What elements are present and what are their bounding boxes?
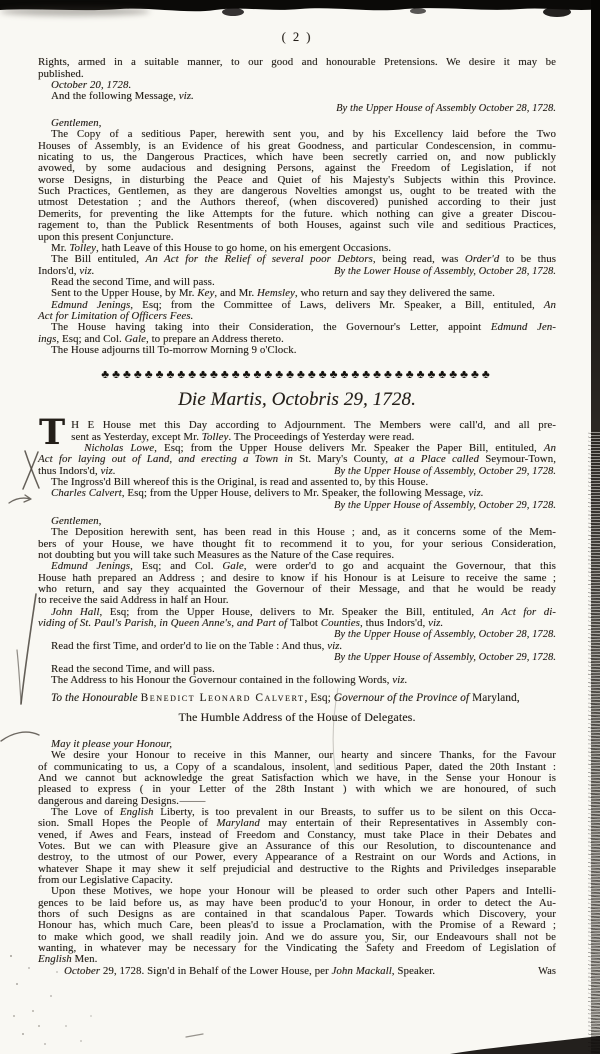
- text-segment: at a Place called: [394, 453, 486, 466]
- text-segment: ⸻: [178, 794, 206, 807]
- text-segment: Read the first Time, and order'd to lie on the Table : And thus,: [51, 639, 328, 652]
- text-segment: who return, and say they acquainted the Governour of their Message, and that he would be ready: [38, 583, 556, 596]
- x-mark: [23, 452, 38, 489]
- text-segment: Liberty, is too prevalent in our Breasts, to suffer us to be silent on this Occa-: [153, 805, 557, 818]
- text-segment: sion. Small Hopes the People of: [38, 817, 217, 830]
- text-segment: An: [543, 298, 556, 311]
- text-segment: published.: [38, 67, 84, 80]
- text-segment: By the Upper House of Assembly, October 29, 1728.: [333, 499, 556, 511]
- text-segment: Gale: [124, 332, 146, 345]
- text-segment: We desire your Honour to receive in this Manner, our hearty and sincere Thanks, for the Favour: [51, 749, 556, 762]
- text-segment: Nicholas Lowe: [84, 441, 155, 454]
- text-line: [38, 618, 556, 629]
- text-segment: 29, 1728. Sign'd in Behalf of the Lower House, per: [102, 964, 332, 977]
- arrow-mark: [9, 495, 31, 503]
- scan-edge-right-speckle: [588, 430, 600, 1054]
- text-line: [38, 57, 556, 68]
- text-segment: sent as Yesterday, except Mr.: [71, 430, 202, 443]
- text-segment: An: [543, 441, 556, 454]
- right-note: [538, 966, 556, 977]
- text-segment: Sent to the Upper House, by Mr.: [51, 287, 198, 300]
- text-segment: Read the second Time, and will pass.: [51, 662, 215, 675]
- attribution-line: [38, 500, 556, 511]
- text-segment: St. Mary's County,: [299, 453, 395, 466]
- text-segment: viz.: [79, 264, 95, 277]
- text-segment: Maryland: [216, 817, 260, 830]
- text-segment: worse Designs, in disturbing the Peace and Quiet of his Majesty's Subjects within this Province.: [38, 173, 556, 186]
- drop-cap-letter: T: [39, 412, 66, 454]
- text-segment: wanting, in whatever may be necessary for the Vindicating the Safety and Freedom of Legislation of: [38, 942, 556, 955]
- text-segment: . The Proceedings of Yesterday were read.: [228, 430, 415, 443]
- text-segment: Honour has, which much Care, been pleas'd to issue a Proclamation, with the Promise of a Reward ;: [38, 919, 556, 932]
- page-number: [38, 32, 556, 43]
- text-segment: English: [119, 805, 154, 818]
- text-segment: , hath Leave of this House to go home, on his emergent Occasions.: [96, 241, 392, 254]
- text-segment: And the following Message,: [51, 90, 179, 103]
- text-segment: Charles Calvert: [51, 487, 122, 500]
- text-segment: Edmund Jenings: [51, 298, 131, 311]
- text-segment: being read, was: [375, 253, 465, 266]
- text-segment: By the Lower House of Assembly, October 28, 1728.: [333, 265, 556, 277]
- text-segment: By the Upper House of Assembly, October 28, 1728.: [333, 629, 556, 641]
- text-segment: bers of your House, we have thought fit to recommend it to you, for your serious Consideration,: [38, 537, 556, 550]
- text-segment: October 20, 1728.: [51, 79, 132, 92]
- text-segment: viz.: [468, 487, 484, 500]
- text-segment: , were order'd to go and acquaint the Governour, that this: [243, 560, 556, 573]
- text-segment: Gale: [222, 560, 244, 573]
- text-segment: The Copy of a seditious Paper, herewith sent you, and by his Excellency laid before the Two: [51, 128, 556, 141]
- text-line: [38, 91, 556, 102]
- text-segment: , Esq; and Col.: [130, 560, 223, 573]
- text-segment: gences to be laid before us, as may have been produc'd to your Honour, in order to detect the Au-: [38, 896, 556, 909]
- text-segment: Votes. But we can with Pleasure give an Assurance of this our Resolution, to discountenance and: [38, 839, 556, 852]
- text-segment: Benedict Leonard Calvert: [140, 692, 305, 705]
- text-segment: Read the second Time, and will pass.: [51, 275, 215, 288]
- text-segment: , to prepare an Address thereto.: [145, 332, 284, 345]
- text-segment: vened, if Awes and Fears, instead of Freedom and Constancy, must take Place in their Debates and: [38, 828, 556, 841]
- text-segment: Order'd: [464, 253, 500, 266]
- section-date-heading: [38, 389, 556, 411]
- text-segment: The Deposition herewith sent, has been read in this House ; and, as it concerns some of the Mem-: [51, 526, 556, 539]
- text-segment: To the Honourable: [51, 692, 141, 705]
- text-segment: The Address to his Honour the Governour contained in the following Words,: [51, 673, 393, 686]
- text-segment: An Act for di-: [481, 605, 556, 618]
- text-segment: ragement to, than the Publick Resentments of both Houses, against such vile and seditious Practices,: [38, 219, 556, 232]
- scan-speckle-noise: [10, 955, 12, 957]
- text-segment: H E House met this Day according to Adjournment. The Members were call'd, and all pre-: [71, 419, 556, 432]
- text-segment: not doubting but you will take such Measures as the Nature of the Case requires.: [38, 549, 395, 562]
- text-segment: Hemsley: [257, 287, 295, 300]
- text-segment: Edmund Jenings: [51, 560, 131, 573]
- text-segment: Act for laying out of Land, and erecting a Town in: [38, 453, 300, 466]
- text-segment: to be thus: [499, 253, 557, 266]
- text-segment: Demerits, for preventing the like Attempts for the future. which nothing can give a greater Discou-: [38, 207, 556, 220]
- text-segment: to receive the said Address in half an Hour.: [38, 594, 229, 607]
- long-slash-mark: [21, 594, 36, 704]
- text-segment: By the Upper House of Assembly, October 29, 1728.: [333, 465, 556, 477]
- text-segment: Act for Limitation of Officers Fees.: [38, 309, 194, 322]
- text-segment: to make which good, we shall readily join. And we do assure you, Sir, our Endeavours shall not be: [38, 930, 556, 943]
- text-segment: ( 2 ): [281, 30, 313, 44]
- text-line-with-right-note: [38, 966, 556, 977]
- text-line: [38, 675, 556, 686]
- text-line: [38, 488, 556, 499]
- flourish-mark: [1, 732, 39, 741]
- right-note: [334, 266, 556, 277]
- text-segment: Governour of the Province of: [333, 692, 473, 705]
- text-segment: , and Mr.: [214, 287, 258, 300]
- text-segment: The Bill entituled,: [51, 253, 146, 266]
- text-segment: The House having taking into their Consideration, the Governour's Letter, appoint: [51, 321, 491, 334]
- text-segment: Tolley: [69, 241, 97, 254]
- text-segment: Maryland,: [472, 692, 520, 705]
- text-segment: Seymour-Town,: [485, 453, 556, 466]
- text-segment: House hath prepared an Address ; and desire to know if his Honour is at Leisure to receive the same ;: [38, 571, 556, 584]
- text-segment: Upon these Motives, we hope your Honour will be pleased to order such other Papers and Intelli-: [51, 885, 556, 898]
- text-segment: viz.: [100, 464, 116, 477]
- text-segment: destroy, to the utmost of our Power, every Appearance of a Restraint on our Words and Actions, in: [38, 851, 556, 864]
- text-segment: And we cannot but acknowledge the great Satisfaction which we have, in the Sense your Honour is: [38, 771, 556, 784]
- text-segment: The Ingross'd Bill whereof this is the Original, is read and assented to, by this House.: [51, 476, 429, 488]
- centered-heading-line: [38, 709, 556, 724]
- long-slash-mark: [17, 650, 21, 703]
- text-segment: By the Upper House of Assembly October 28, 1728.: [336, 102, 556, 114]
- text-segment: Such Practices, Gentlemen, as they are dangerous Novelties amongst us, ought to be treated with the: [38, 185, 556, 198]
- text-segment: viz.: [428, 617, 444, 630]
- text-segment: , Esq; from the Upper House delivers Mr. Speaker the Paper Bill, entituled,: [154, 441, 544, 454]
- text-segment: May it please your Honour,: [51, 737, 173, 750]
- text-segment: Indors'd,: [38, 264, 80, 277]
- text-line: [38, 254, 556, 265]
- text-line: [38, 943, 556, 954]
- text-segment: Gentlemen,: [51, 515, 102, 528]
- text-segment: Edmund Jen-: [490, 321, 556, 334]
- text-segment: thus Indors'd,: [362, 617, 429, 630]
- text-segment: whatever Shape it may shew it self prejudicial and destructive to the Rights and Priviledges inseparable: [38, 862, 556, 875]
- text-segment: upon this present Conjuncture.: [38, 230, 174, 243]
- text-segment: , Speaker.: [391, 964, 436, 977]
- text-segment: The House adjourns till To-morrow Morning 9 o'Clock.: [51, 343, 297, 356]
- text-segment: The Love of: [51, 805, 120, 818]
- text-segment: Counties,: [320, 617, 363, 630]
- text-line: [38, 641, 556, 652]
- text-segment: avowed, by some audacious and designing Persons, against the Freedom of Legislation, if not: [38, 162, 556, 175]
- scan-smear-top-left: [0, 7, 150, 16]
- text-line: [38, 345, 556, 356]
- text-segment: An Act for the Relief of several poor Debtors,: [145, 253, 376, 266]
- text-segment: from our Legislative Capacity.: [38, 874, 173, 886]
- spacer: [38, 723, 556, 739]
- fleuron-ornament-band: ♣♣♣♣♣♣♣♣♣♣♣♣♣♣♣♣♣♣♣♣♣♣♣♣♣♣♣♣♣♣♣♣♣♣♣♣: [101, 367, 493, 382]
- text-segment: dangerous and dareing Designs.: [38, 794, 179, 807]
- text-segment: By the Upper House of Assembly, October 29, 1728.: [333, 652, 556, 664]
- text-segment: viz.: [392, 673, 408, 686]
- text-segment: , who return and say they delivered the same.: [294, 287, 495, 300]
- text-line: [38, 693, 556, 704]
- left-text: [38, 966, 435, 977]
- text-segment: The Humble Address of the House of Delegates.: [178, 709, 416, 724]
- text-segment: may entertain of their Representatives in Assembly con-: [259, 817, 556, 830]
- text-segment: of communicating to us, a Copy of a scandalous, insolent, and seditious Paper, dated the 20th Instant :: [38, 760, 556, 773]
- text-segment: October: [64, 964, 103, 977]
- text-segment: ings: [38, 332, 57, 345]
- text-segment: Key: [197, 287, 215, 300]
- text-segment: pleased to express ( in your Letter of the 28th Instant ) with which we are honoured, of such: [38, 783, 556, 796]
- text-segment: Men.: [74, 953, 98, 966]
- text-segment: thors of such Designs as are contained in that scandalous Paper. Towards which Discovery, your: [38, 908, 556, 921]
- text-segment: Die Martis, Octobris 29, 1728.: [178, 389, 416, 411]
- text-line: [38, 454, 556, 465]
- text-segment: viz.: [327, 639, 343, 652]
- text-segment: Rights, armed in a suitable manner, to our good and honourable Pretensions. We desire it may be: [38, 56, 556, 69]
- text-segment: , Esq; from the Upper House, delivers to Mr. Speaker the Bill, entituled,: [99, 605, 482, 618]
- text-segment: , Esq;: [304, 692, 334, 705]
- attribution-line: [38, 103, 556, 114]
- small-dash-mark: [186, 1034, 203, 1037]
- text-segment: , Esq; from the Upper House, delivers to Mr. Speaker, the following Message,: [121, 487, 469, 500]
- text-segment: Houses of Assembly, is an Evidence of his great Goodness, and particular Condescension, in commu-: [38, 139, 556, 152]
- text-segment: Was: [538, 965, 556, 977]
- text-segment: Tolley: [201, 430, 229, 443]
- text-segment: Gentlemen,: [51, 117, 102, 130]
- text-segment: viding of St. Paul's Parish, in Queen Anne's, and Part of: [38, 617, 290, 630]
- text-segment: , Esq; from the Committee of Laws, delivers Mr. Speaker, a Bill, entituled,: [130, 298, 544, 311]
- text-segment: English: [38, 953, 75, 966]
- text-segment: Mr.: [51, 241, 70, 254]
- text-segment: nicating to us, the Dangerous Practices, which have been secretly carried on, and now publickly: [38, 151, 556, 164]
- text-segment: , Esq; and Col.: [56, 332, 125, 345]
- text-segment: John Mackall: [331, 964, 392, 977]
- text-segment: John Hall: [51, 605, 100, 618]
- x-mark: [25, 451, 39, 488]
- scan-smudge-bottom-right: [440, 1032, 600, 1054]
- printed-text-column: [38, 24, 556, 977]
- text-segment: utmost Detestation ; and the Authors thereof, (when discovered) punished according to their just: [38, 196, 556, 209]
- text-segment: thus Indors'd,: [38, 464, 101, 477]
- text-segment: viz.: [178, 90, 194, 103]
- text-segment: Talbot: [289, 617, 321, 630]
